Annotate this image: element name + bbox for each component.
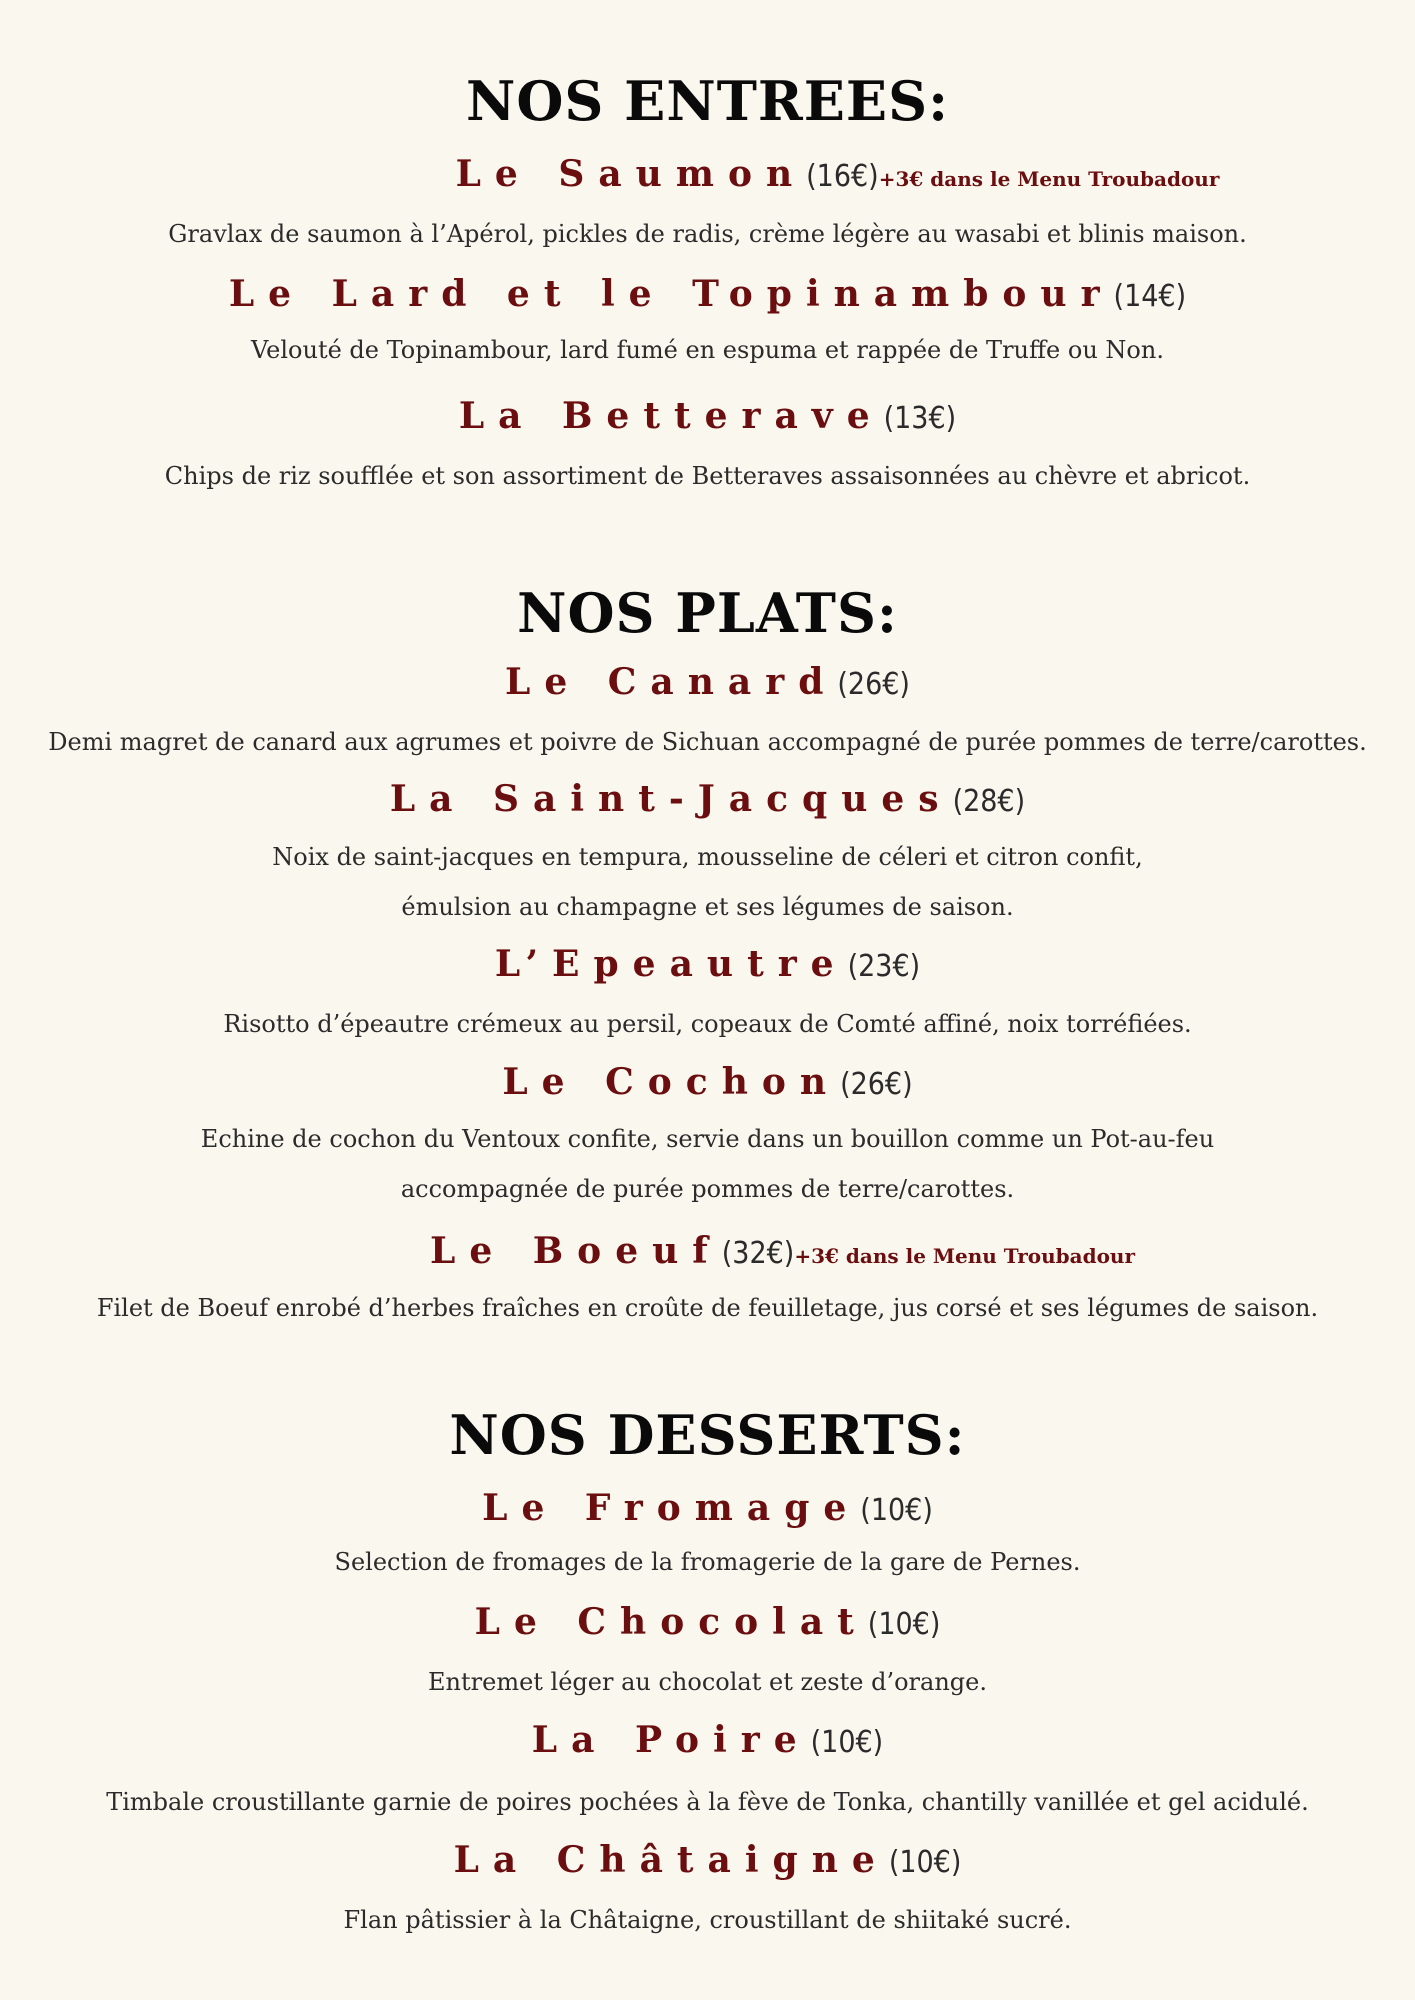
dish-price: (32€) bbox=[721, 1236, 795, 1271]
dish-description: accompagnée de purée pommes de terre/carottes. bbox=[400, 1175, 1015, 1203]
dish-boeuf bbox=[0, 1230, 1415, 1272]
dish-price: (26€) bbox=[837, 667, 910, 702]
dish-canard bbox=[0, 661, 1415, 703]
dish-price: (16€) bbox=[806, 159, 879, 194]
dish-supplement: +3€ dans le Menu Troubadour bbox=[878, 167, 1220, 191]
dish-supplement: +3€ dans le Menu Troubadour bbox=[794, 1244, 1135, 1268]
dish-lard-topinambour bbox=[0, 273, 1415, 315]
dish-description: Selection de fromages de la fromagerie de la gare de Pernes. bbox=[334, 1548, 1081, 1576]
dish-description: émulsion au champagne et ses légumes de saison. bbox=[401, 893, 1014, 921]
dish-fromage bbox=[0, 1487, 1415, 1529]
dish-name: Le Lard et le Topinambour bbox=[228, 273, 1114, 315]
dish-description: Chips de riz soufflée et son assortiment de Betteraves assaisonnées au chèvre et abricot. bbox=[164, 462, 1251, 490]
dish-poire bbox=[0, 1719, 1415, 1761]
dish-description: Noix de saint-jacques en tempura, mousseline de céleri et citron confit, bbox=[272, 843, 1143, 871]
dish-name: Le Chocolat bbox=[474, 1601, 868, 1643]
dish-saint-jacques bbox=[0, 778, 1415, 820]
dish-name: Le Saumon bbox=[455, 153, 807, 195]
dish-description: Risotto d’épeautre crémeux au persil, copeaux de Comté affiné, noix torréfiées. bbox=[223, 1010, 1192, 1038]
section-title-desserts: NOS DESSERTS: bbox=[449, 1403, 966, 1467]
dish-price: (14€) bbox=[1113, 279, 1187, 314]
dish-cochon bbox=[0, 1061, 1415, 1103]
section-title-entrees: NOS ENTREES: bbox=[465, 69, 950, 133]
dish-description: Velouté de Topinambour, lard fumé en espuma et rappée de Truffe ou Non. bbox=[251, 336, 1164, 364]
dish-description: Echine de cochon du Ventoux confite, servie dans un bouillon comme un Pot-au-feu bbox=[200, 1125, 1215, 1153]
dish-name: La Saint-Jacques bbox=[389, 778, 953, 820]
section-title-plats: NOS PLATS: bbox=[517, 581, 898, 645]
dish-price: (26€) bbox=[840, 1067, 913, 1102]
dish-description: Timbale croustillante garnie de poires pochées à la fève de Tonka, chantilly vanillée et gel acidulé. bbox=[106, 1788, 1309, 1816]
dish-name: L’Epeautre bbox=[494, 943, 848, 985]
dish-chataigne bbox=[0, 1839, 1415, 1881]
dish-name: La Châtaigne bbox=[453, 1839, 889, 1881]
dish-betterave bbox=[0, 395, 1415, 437]
dish-description: Gravlax de saumon à l’Apérol, pickles de radis, crème légère au wasabi et blinis maison. bbox=[168, 220, 1247, 248]
dish-description: Filet de Boeuf enrobé d’herbes fraîches en croûte de feuilletage, jus corsé et ses légumes de saison. bbox=[96, 1294, 1319, 1322]
dish-saumon bbox=[0, 153, 1415, 195]
dish-epeautre bbox=[0, 943, 1415, 985]
dish-chocolat bbox=[0, 1601, 1415, 1643]
dish-description: Entremet léger au chocolat et zeste d’orange. bbox=[428, 1668, 987, 1696]
dish-price: (10€) bbox=[888, 1845, 962, 1880]
dish-name: Le Cochon bbox=[502, 1061, 841, 1103]
dish-description: Demi magret de canard aux agrumes et poivre de Sichuan accompagné de purée pommes de terre/carottes. bbox=[48, 728, 1367, 756]
dish-name: Le Canard bbox=[505, 661, 838, 703]
dish-description: Flan pâtissier à la Châtaigne, croustillant de shiitaké sucré. bbox=[343, 1906, 1072, 1934]
dish-price: (23€) bbox=[847, 949, 921, 984]
dish-name: Le Fromage bbox=[482, 1487, 861, 1529]
dish-name: La Poire bbox=[531, 1719, 811, 1761]
dish-price: (10€) bbox=[810, 1725, 884, 1760]
dish-name: Le Boeuf bbox=[430, 1230, 722, 1272]
dish-price: (28€) bbox=[952, 784, 1026, 819]
dish-price: (13€) bbox=[883, 401, 957, 436]
dish-name: La Betterave bbox=[458, 395, 884, 437]
dish-price: (10€) bbox=[860, 1493, 933, 1528]
dish-price: (10€) bbox=[867, 1607, 941, 1642]
